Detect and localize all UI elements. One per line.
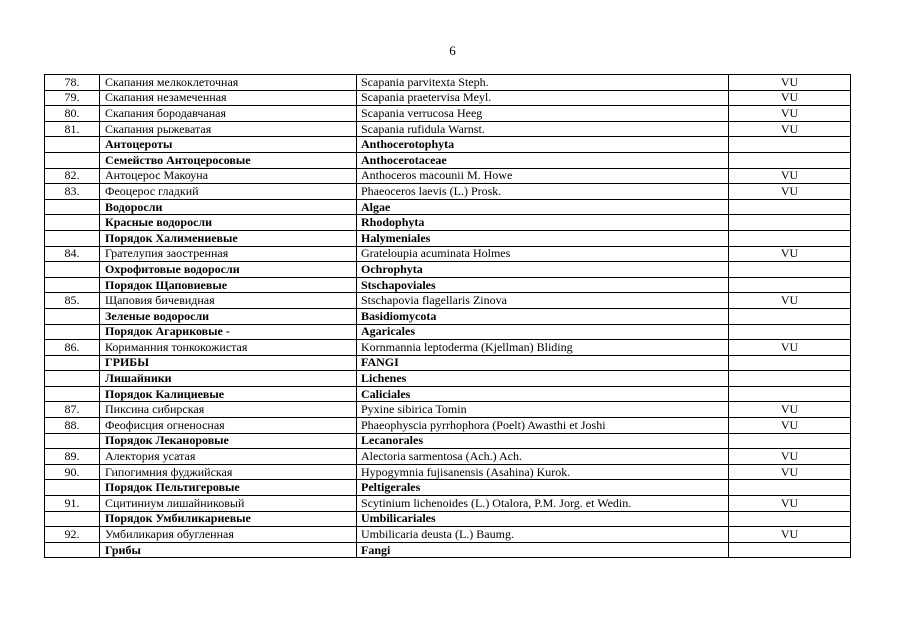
- russian-name-cell: Порядок Агариковые -: [100, 324, 357, 340]
- russian-name-cell: Скапания мелкоклеточная: [100, 75, 357, 91]
- latin-name-cell: Lecanorales: [357, 433, 729, 449]
- table-section-row: [45, 511, 851, 527]
- latin-name-cell: Agaricales: [357, 324, 729, 340]
- row-number-cell: 89.: [45, 449, 100, 465]
- table-section-row: [45, 371, 851, 387]
- latin-name-cell: Halymeniales: [357, 230, 729, 246]
- table-section-row: [45, 230, 851, 246]
- latin-name-cell: Peltigerales: [357, 480, 729, 496]
- row-number-cell: [45, 277, 100, 293]
- row-number-cell: 83.: [45, 184, 100, 200]
- russian-name-cell: Скапания незамеченная: [100, 90, 357, 106]
- table-row: [45, 464, 851, 480]
- status-cell: [729, 480, 851, 496]
- russian-name-cell: Лишайники: [100, 371, 357, 387]
- table-row: [45, 496, 851, 512]
- row-number-cell: [45, 371, 100, 387]
- row-number-cell: 88.: [45, 418, 100, 434]
- latin-name-cell: Kornmannia leptoderma (Kjellman) Bliding: [357, 340, 729, 356]
- table-section-row: [45, 262, 851, 278]
- russian-name-cell: Антоцероты: [100, 137, 357, 153]
- latin-name-cell: Stschapovia flagellaris Zinova: [357, 293, 729, 309]
- table-section-row: [45, 433, 851, 449]
- latin-name-cell: Basidiomycota: [357, 308, 729, 324]
- row-number-cell: [45, 308, 100, 324]
- row-number-cell: 87.: [45, 402, 100, 418]
- status-cell: VU: [729, 464, 851, 480]
- latin-name-cell: Caliciales: [357, 386, 729, 402]
- row-number-cell: 85.: [45, 293, 100, 309]
- row-number-cell: 82.: [45, 168, 100, 184]
- russian-name-cell: Порядок Щаповиевые: [100, 277, 357, 293]
- row-number-cell: [45, 480, 100, 496]
- status-cell: [729, 199, 851, 215]
- russian-name-cell: Порядок Леканоровые: [100, 433, 357, 449]
- latin-name-cell: Phaeoceros laevis (L.) Prosk.: [357, 184, 729, 200]
- table-row: [45, 418, 851, 434]
- status-cell: VU: [729, 340, 851, 356]
- latin-name-cell: Pyxine sibirica Tomin: [357, 402, 729, 418]
- row-number-cell: [45, 262, 100, 278]
- status-cell: [729, 542, 851, 558]
- status-cell: VU: [729, 75, 851, 91]
- latin-name-cell: Phaeophyscia pyrrhophora (Poelt) Awasthi et Joshi: [357, 418, 729, 434]
- row-number-cell: [45, 152, 100, 168]
- latin-name-cell: Scytinium lichenoides (L.) Otalora, P.M. Jorg. et Wedin.: [357, 496, 729, 512]
- table-section-row: [45, 355, 851, 371]
- row-number-cell: 90.: [45, 464, 100, 480]
- russian-name-cell: Кориманния тонкокожистая: [100, 340, 357, 356]
- table-section-row: [45, 215, 851, 231]
- table-row: [45, 527, 851, 543]
- status-cell: VU: [729, 293, 851, 309]
- row-number-cell: 80.: [45, 106, 100, 122]
- latin-name-cell: Lichenes: [357, 371, 729, 387]
- status-cell: VU: [729, 106, 851, 122]
- status-cell: VU: [729, 121, 851, 137]
- russian-name-cell: Феоцерос гладкий: [100, 184, 357, 200]
- table-row: [45, 184, 851, 200]
- page-number: 6: [449, 43, 456, 58]
- table-section-row: [45, 199, 851, 215]
- status-cell: [729, 215, 851, 231]
- status-cell: [729, 152, 851, 168]
- table-section-row: [45, 277, 851, 293]
- row-number-cell: 79.: [45, 90, 100, 106]
- table-section-row: [45, 542, 851, 558]
- russian-name-cell: Скапания рыжеватая: [100, 121, 357, 137]
- status-cell: VU: [729, 496, 851, 512]
- status-cell: [729, 511, 851, 527]
- table-row: [45, 121, 851, 137]
- latin-name-cell: Scapania verrucosa Heeg: [357, 106, 729, 122]
- latin-name-cell: Fangi: [357, 542, 729, 558]
- table-section-row: [45, 308, 851, 324]
- row-number-cell: [45, 433, 100, 449]
- latin-name-cell: Anthocerotophyta: [357, 137, 729, 153]
- table-section-row: [45, 386, 851, 402]
- row-number-cell: 78.: [45, 75, 100, 91]
- table-row: [45, 90, 851, 106]
- latin-name-cell: Grateloupia acuminata Holmes: [357, 246, 729, 262]
- latin-name-cell: Scapania parvitexta Steph.: [357, 75, 729, 91]
- russian-name-cell: Гипогимния фуджийская: [100, 464, 357, 480]
- latin-name-cell: Rhodophyta: [357, 215, 729, 231]
- row-number-cell: [45, 137, 100, 153]
- russian-name-cell: Скапания бородавчаная: [100, 106, 357, 122]
- status-cell: VU: [729, 168, 851, 184]
- status-cell: [729, 262, 851, 278]
- latin-name-cell: FANGI: [357, 355, 729, 371]
- latin-name-cell: Anthocerotaceae: [357, 152, 729, 168]
- species-table-body: [45, 75, 851, 558]
- russian-name-cell: Алектория усатая: [100, 449, 357, 465]
- status-cell: VU: [729, 184, 851, 200]
- row-number-cell: 81.: [45, 121, 100, 137]
- russian-name-cell: ГРИБЫ: [100, 355, 357, 371]
- russian-name-cell: Пиксина сибирская: [100, 402, 357, 418]
- latin-name-cell: Hypogymnia fujisanensis (Asahina) Kurok.: [357, 464, 729, 480]
- russian-name-cell: Охрофитовые водоросли: [100, 262, 357, 278]
- row-number-cell: 91.: [45, 496, 100, 512]
- russian-name-cell: Грибы: [100, 542, 357, 558]
- row-number-cell: 86.: [45, 340, 100, 356]
- table-row: [45, 449, 851, 465]
- status-cell: VU: [729, 246, 851, 262]
- table-row: [45, 246, 851, 262]
- russian-name-cell: Зеленые водоросли: [100, 308, 357, 324]
- table-section-row: [45, 324, 851, 340]
- latin-name-cell: Algae: [357, 199, 729, 215]
- russian-name-cell: Порядок Умбиликариевые: [100, 511, 357, 527]
- table-row: [45, 75, 851, 91]
- latin-name-cell: Stschapoviales: [357, 277, 729, 293]
- latin-name-cell: Ochrophyta: [357, 262, 729, 278]
- status-cell: [729, 308, 851, 324]
- latin-name-cell: Anthoceros macounii M. Howe: [357, 168, 729, 184]
- row-number-cell: [45, 511, 100, 527]
- russian-name-cell: Порядок Калициевые: [100, 386, 357, 402]
- row-number-cell: [45, 542, 100, 558]
- status-cell: [729, 277, 851, 293]
- russian-name-cell: Антоцерос Макоуна: [100, 168, 357, 184]
- status-cell: [729, 137, 851, 153]
- species-table: [44, 74, 851, 558]
- russian-name-cell: Водоросли: [100, 199, 357, 215]
- status-cell: [729, 324, 851, 340]
- status-cell: [729, 433, 851, 449]
- table-section-row: [45, 137, 851, 153]
- table-row: [45, 340, 851, 356]
- table-section-row: [45, 480, 851, 496]
- status-cell: VU: [729, 527, 851, 543]
- row-number-cell: [45, 230, 100, 246]
- table-section-row: [45, 152, 851, 168]
- russian-name-cell: Сцитиниум лишайниковый: [100, 496, 357, 512]
- row-number-cell: [45, 199, 100, 215]
- table-row: [45, 168, 851, 184]
- row-number-cell: [45, 355, 100, 371]
- status-cell: [729, 355, 851, 371]
- russian-name-cell: Порядок Халимениевые: [100, 230, 357, 246]
- status-cell: VU: [729, 402, 851, 418]
- latin-name-cell: Scapania rufidula Warnst.: [357, 121, 729, 137]
- latin-name-cell: Umbilicaria deusta (L.) Baumg.: [357, 527, 729, 543]
- table-row: [45, 106, 851, 122]
- status-cell: VU: [729, 449, 851, 465]
- latin-name-cell: Umbilicariales: [357, 511, 729, 527]
- row-number-cell: [45, 215, 100, 231]
- russian-name-cell: Щаповия бичевидная: [100, 293, 357, 309]
- russian-name-cell: Феофисция огненосная: [100, 418, 357, 434]
- status-cell: [729, 371, 851, 387]
- russian-name-cell: Грателупия заостренная: [100, 246, 357, 262]
- row-number-cell: [45, 386, 100, 402]
- table-row: [45, 293, 851, 309]
- latin-name-cell: Scapania praetervisa Meyl.: [357, 90, 729, 106]
- russian-name-cell: Порядок Пельтигеровые: [100, 480, 357, 496]
- status-cell: [729, 386, 851, 402]
- russian-name-cell: Красные водоросли: [100, 215, 357, 231]
- row-number-cell: [45, 324, 100, 340]
- russian-name-cell: Семейство Антоцеросовые: [100, 152, 357, 168]
- status-cell: [729, 230, 851, 246]
- russian-name-cell: Умбиликария обугленная: [100, 527, 357, 543]
- status-cell: VU: [729, 418, 851, 434]
- row-number-cell: 92.: [45, 527, 100, 543]
- status-cell: VU: [729, 90, 851, 106]
- row-number-cell: 84.: [45, 246, 100, 262]
- table-row: [45, 402, 851, 418]
- latin-name-cell: Alectoria sarmentosa (Ach.) Ach.: [357, 449, 729, 465]
